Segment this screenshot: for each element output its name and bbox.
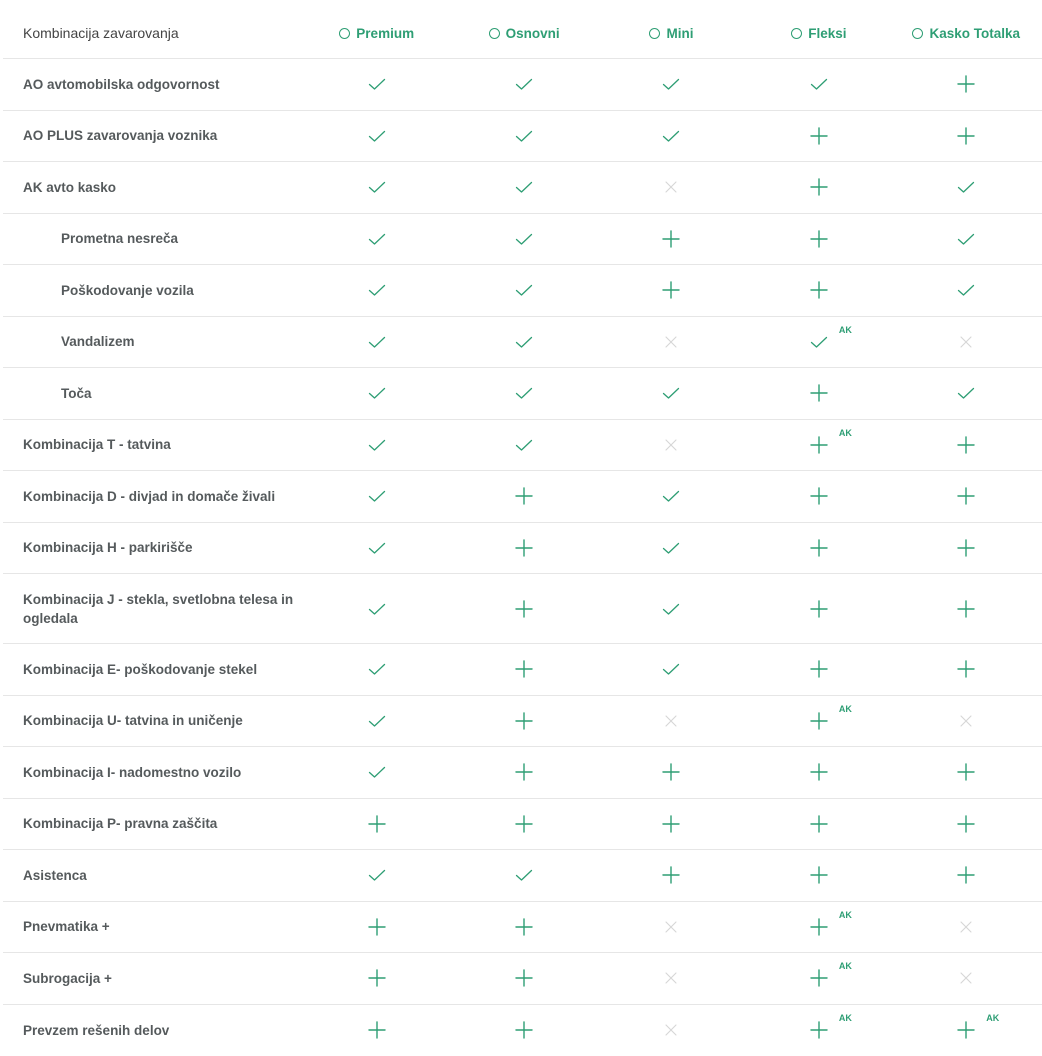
cell xyxy=(893,162,1040,213)
cell xyxy=(745,1005,892,1056)
table-body xyxy=(3,59,1042,1056)
cell xyxy=(303,162,450,213)
table-row xyxy=(3,471,1042,523)
cell xyxy=(303,523,450,574)
column-label: Kasko Totalka xyxy=(929,26,1020,41)
cell xyxy=(893,1005,1040,1056)
plus-icon xyxy=(956,126,976,146)
cell xyxy=(598,953,745,1004)
check-icon xyxy=(514,435,534,455)
cell xyxy=(745,214,892,265)
table-row xyxy=(3,850,1042,902)
cell xyxy=(450,574,597,643)
cell xyxy=(303,265,450,316)
plus-icon xyxy=(809,814,829,834)
check-icon xyxy=(514,177,534,197)
row-label: Kombinacija P- pravna zaščita xyxy=(3,814,303,833)
row-label: Pnevmatika + xyxy=(3,917,303,936)
cell xyxy=(450,799,597,850)
cell xyxy=(450,111,597,162)
plus-icon xyxy=(514,762,534,782)
check-icon xyxy=(956,229,976,249)
plus-icon xyxy=(514,486,534,506)
check-icon xyxy=(514,383,534,403)
cell xyxy=(450,902,597,953)
cell xyxy=(598,644,745,695)
check-icon xyxy=(367,435,387,455)
plus-icon xyxy=(661,280,681,300)
plus-icon xyxy=(514,917,534,937)
row-label: Kombinacija T - tatvina xyxy=(3,435,303,454)
package-option-premium[interactable] xyxy=(339,26,414,41)
plus-icon xyxy=(809,538,829,558)
check-icon xyxy=(367,486,387,506)
column-label: Premium xyxy=(356,26,414,41)
cell xyxy=(893,850,1040,901)
cell xyxy=(893,902,1040,953)
plus-icon xyxy=(367,968,387,988)
table-row xyxy=(3,799,1042,851)
plus-icon xyxy=(514,814,534,834)
cell xyxy=(745,523,892,574)
plus-icon xyxy=(809,280,829,300)
table-row xyxy=(3,644,1042,696)
plus-icon xyxy=(809,1020,829,1040)
check-icon xyxy=(367,332,387,352)
radio-icon[interactable] xyxy=(339,28,350,39)
check-icon xyxy=(809,332,829,352)
cell xyxy=(745,696,892,747)
table-row xyxy=(3,59,1042,111)
check-icon xyxy=(514,74,534,94)
cell xyxy=(893,471,1040,522)
cell xyxy=(303,850,450,901)
table-row xyxy=(3,1005,1042,1056)
check-icon xyxy=(367,711,387,731)
plus-icon xyxy=(514,599,534,619)
cell xyxy=(745,59,892,110)
package-option-mini[interactable] xyxy=(649,26,693,41)
plus-icon xyxy=(809,126,829,146)
cross-icon xyxy=(661,917,681,937)
cell xyxy=(450,59,597,110)
check-icon xyxy=(661,486,681,506)
cell xyxy=(893,317,1040,368)
cell xyxy=(893,59,1040,110)
cell xyxy=(598,214,745,265)
plus-icon xyxy=(367,917,387,937)
column-premium[interactable] xyxy=(303,8,450,58)
ak-badge: AK xyxy=(986,1013,999,1023)
row-label: Prometna nesreča xyxy=(3,229,303,248)
check-icon xyxy=(367,865,387,885)
cell xyxy=(598,850,745,901)
cell xyxy=(450,471,597,522)
check-icon xyxy=(809,74,829,94)
plus-icon xyxy=(661,762,681,782)
plus-icon xyxy=(367,1020,387,1040)
cell xyxy=(893,523,1040,574)
cell xyxy=(303,953,450,1004)
cell xyxy=(598,574,745,643)
comparison-table xyxy=(3,8,1042,1056)
table-row xyxy=(3,265,1042,317)
table-row xyxy=(3,368,1042,420)
cell xyxy=(450,1005,597,1056)
plus-icon xyxy=(956,435,976,455)
table-row xyxy=(3,420,1042,472)
cell xyxy=(598,471,745,522)
check-icon xyxy=(514,865,534,885)
cell xyxy=(745,574,892,643)
plus-icon xyxy=(514,968,534,988)
cell xyxy=(303,420,450,471)
plus-icon xyxy=(956,599,976,619)
cross-icon xyxy=(661,177,681,197)
cell xyxy=(745,368,892,419)
ak-badge: AK xyxy=(839,1013,852,1023)
row-label: Toča xyxy=(3,384,303,403)
plus-icon xyxy=(956,865,976,885)
check-icon xyxy=(367,177,387,197)
check-icon xyxy=(956,177,976,197)
cell xyxy=(745,162,892,213)
plus-icon xyxy=(809,917,829,937)
cell xyxy=(598,696,745,747)
radio-icon[interactable] xyxy=(489,28,500,39)
check-icon xyxy=(367,229,387,249)
table-row xyxy=(3,317,1042,369)
column-osnovni[interactable] xyxy=(450,8,597,58)
cell xyxy=(450,162,597,213)
plus-icon xyxy=(809,229,829,249)
row-label: AO PLUS zavarovanja voznika xyxy=(3,126,303,145)
table-row xyxy=(3,214,1042,266)
cell xyxy=(450,317,597,368)
cell xyxy=(745,953,892,1004)
cell xyxy=(893,953,1040,1004)
row-label: Prevzem rešenih delov xyxy=(3,1021,303,1040)
package-option-kasko-totalka[interactable] xyxy=(912,26,1020,41)
ak-badge: AK xyxy=(839,910,852,920)
check-icon xyxy=(514,229,534,249)
cell xyxy=(450,368,597,419)
plus-icon xyxy=(661,865,681,885)
cell xyxy=(893,368,1040,419)
cell xyxy=(450,696,597,747)
cell xyxy=(893,574,1040,643)
cell xyxy=(598,1005,745,1056)
table-row xyxy=(3,953,1042,1005)
row-label: Subrogacija + xyxy=(3,969,303,988)
cell xyxy=(893,111,1040,162)
row-label: Vandalizem xyxy=(3,332,303,351)
table-title: Kombinacija zavarovanja xyxy=(3,24,303,43)
cell xyxy=(745,471,892,522)
plus-icon xyxy=(809,659,829,679)
cell xyxy=(303,574,450,643)
cell xyxy=(303,368,450,419)
cell xyxy=(303,317,450,368)
plus-icon xyxy=(956,538,976,558)
column-label: Mini xyxy=(666,26,693,41)
check-icon xyxy=(367,74,387,94)
cell xyxy=(893,747,1040,798)
plus-icon xyxy=(809,865,829,885)
check-icon xyxy=(514,280,534,300)
check-icon xyxy=(367,538,387,558)
ak-badge: AK xyxy=(839,961,852,971)
cell xyxy=(303,902,450,953)
plus-icon xyxy=(956,814,976,834)
cell xyxy=(450,747,597,798)
check-icon xyxy=(514,332,534,352)
column-kasko-totalka[interactable] xyxy=(893,8,1040,58)
cell xyxy=(893,696,1040,747)
cell xyxy=(303,214,450,265)
plus-icon xyxy=(809,486,829,506)
table-row xyxy=(3,523,1042,575)
cell xyxy=(893,799,1040,850)
check-icon xyxy=(367,383,387,403)
plus-icon xyxy=(809,177,829,197)
cell xyxy=(598,799,745,850)
cross-icon xyxy=(956,332,976,352)
ak-badge: AK xyxy=(839,428,852,438)
plus-icon xyxy=(956,486,976,506)
check-icon xyxy=(367,280,387,300)
plus-icon xyxy=(809,599,829,619)
plus-icon xyxy=(809,435,829,455)
cell xyxy=(745,644,892,695)
check-icon xyxy=(367,762,387,782)
row-label: Kombinacija D - divjad in domače živali xyxy=(3,487,303,506)
check-icon xyxy=(661,659,681,679)
cell xyxy=(450,523,597,574)
cell xyxy=(450,644,597,695)
table-row xyxy=(3,696,1042,748)
plus-icon xyxy=(956,1020,976,1040)
cell xyxy=(303,59,450,110)
cell xyxy=(745,747,892,798)
cell xyxy=(303,471,450,522)
table-row xyxy=(3,162,1042,214)
cell xyxy=(450,265,597,316)
radio-icon[interactable] xyxy=(912,28,923,39)
check-icon xyxy=(956,383,976,403)
check-icon xyxy=(661,383,681,403)
check-icon xyxy=(661,126,681,146)
plus-icon xyxy=(809,762,829,782)
table-row xyxy=(3,111,1042,163)
row-label: Kombinacija H - parkirišče xyxy=(3,538,303,557)
cell xyxy=(893,420,1040,471)
column-mini[interactable] xyxy=(598,8,745,58)
cell xyxy=(303,1005,450,1056)
cell xyxy=(598,111,745,162)
cell xyxy=(303,696,450,747)
plus-icon xyxy=(809,383,829,403)
cell xyxy=(598,420,745,471)
plus-icon xyxy=(514,711,534,731)
cross-icon xyxy=(956,968,976,988)
plus-icon xyxy=(956,762,976,782)
plus-icon xyxy=(367,814,387,834)
cell xyxy=(598,265,745,316)
cross-icon xyxy=(661,711,681,731)
cell xyxy=(745,265,892,316)
plus-icon xyxy=(809,711,829,731)
check-icon xyxy=(514,126,534,146)
plus-icon xyxy=(956,659,976,679)
cell xyxy=(303,747,450,798)
cell xyxy=(598,59,745,110)
table-row xyxy=(3,574,1042,644)
cell xyxy=(745,799,892,850)
cell xyxy=(450,953,597,1004)
column-label: Osnovni xyxy=(506,26,560,41)
cell xyxy=(303,644,450,695)
ak-badge: AK xyxy=(839,325,852,335)
row-label: Asistenca xyxy=(3,866,303,885)
cell xyxy=(450,420,597,471)
cell xyxy=(303,111,450,162)
table-row xyxy=(3,902,1042,954)
check-icon xyxy=(661,538,681,558)
row-label: Kombinacija I- nadomestno vozilo xyxy=(3,763,303,782)
package-option-fleksi[interactable] xyxy=(791,26,846,41)
plus-icon xyxy=(661,814,681,834)
cell xyxy=(745,420,892,471)
cell xyxy=(745,317,892,368)
plus-icon xyxy=(661,229,681,249)
radio-icon[interactable] xyxy=(649,28,660,39)
column-fleksi[interactable] xyxy=(745,8,892,58)
row-label: Kombinacija U- tatvina in uničenje xyxy=(3,711,303,730)
cell xyxy=(598,523,745,574)
check-icon xyxy=(367,126,387,146)
radio-icon[interactable] xyxy=(791,28,802,39)
cell xyxy=(598,162,745,213)
cell xyxy=(745,902,892,953)
ak-badge: AK xyxy=(839,704,852,714)
cross-icon xyxy=(661,1020,681,1040)
cell xyxy=(598,747,745,798)
column-label: Fleksi xyxy=(808,26,846,41)
cell xyxy=(598,902,745,953)
row-label: AK avto kasko xyxy=(3,178,303,197)
cell xyxy=(893,214,1040,265)
cell xyxy=(893,265,1040,316)
row-label: AO avtomobilska odgovornost xyxy=(3,75,303,94)
check-icon xyxy=(367,659,387,679)
cell xyxy=(450,214,597,265)
plus-icon xyxy=(809,968,829,988)
check-icon xyxy=(367,599,387,619)
check-icon xyxy=(661,74,681,94)
package-option-osnovni[interactable] xyxy=(489,26,560,41)
cross-icon xyxy=(661,435,681,455)
cross-icon xyxy=(956,711,976,731)
row-label: Poškodovanje vozila xyxy=(3,281,303,300)
row-label: Kombinacija J - stekla, svetlobna telesa in ogledala xyxy=(3,590,303,628)
plus-icon xyxy=(956,74,976,94)
check-icon xyxy=(661,599,681,619)
plus-icon xyxy=(514,538,534,558)
cell xyxy=(598,368,745,419)
cell xyxy=(598,317,745,368)
cell xyxy=(745,111,892,162)
table-header xyxy=(3,8,1042,59)
cross-icon xyxy=(956,917,976,937)
row-label: Kombinacija E- poškodovanje stekel xyxy=(3,660,303,679)
cell xyxy=(745,850,892,901)
cell xyxy=(450,850,597,901)
check-icon xyxy=(956,280,976,300)
cell xyxy=(893,644,1040,695)
table-row xyxy=(3,747,1042,799)
plus-icon xyxy=(514,659,534,679)
cross-icon xyxy=(661,332,681,352)
cross-icon xyxy=(661,968,681,988)
plus-icon xyxy=(514,1020,534,1040)
cell xyxy=(303,799,450,850)
